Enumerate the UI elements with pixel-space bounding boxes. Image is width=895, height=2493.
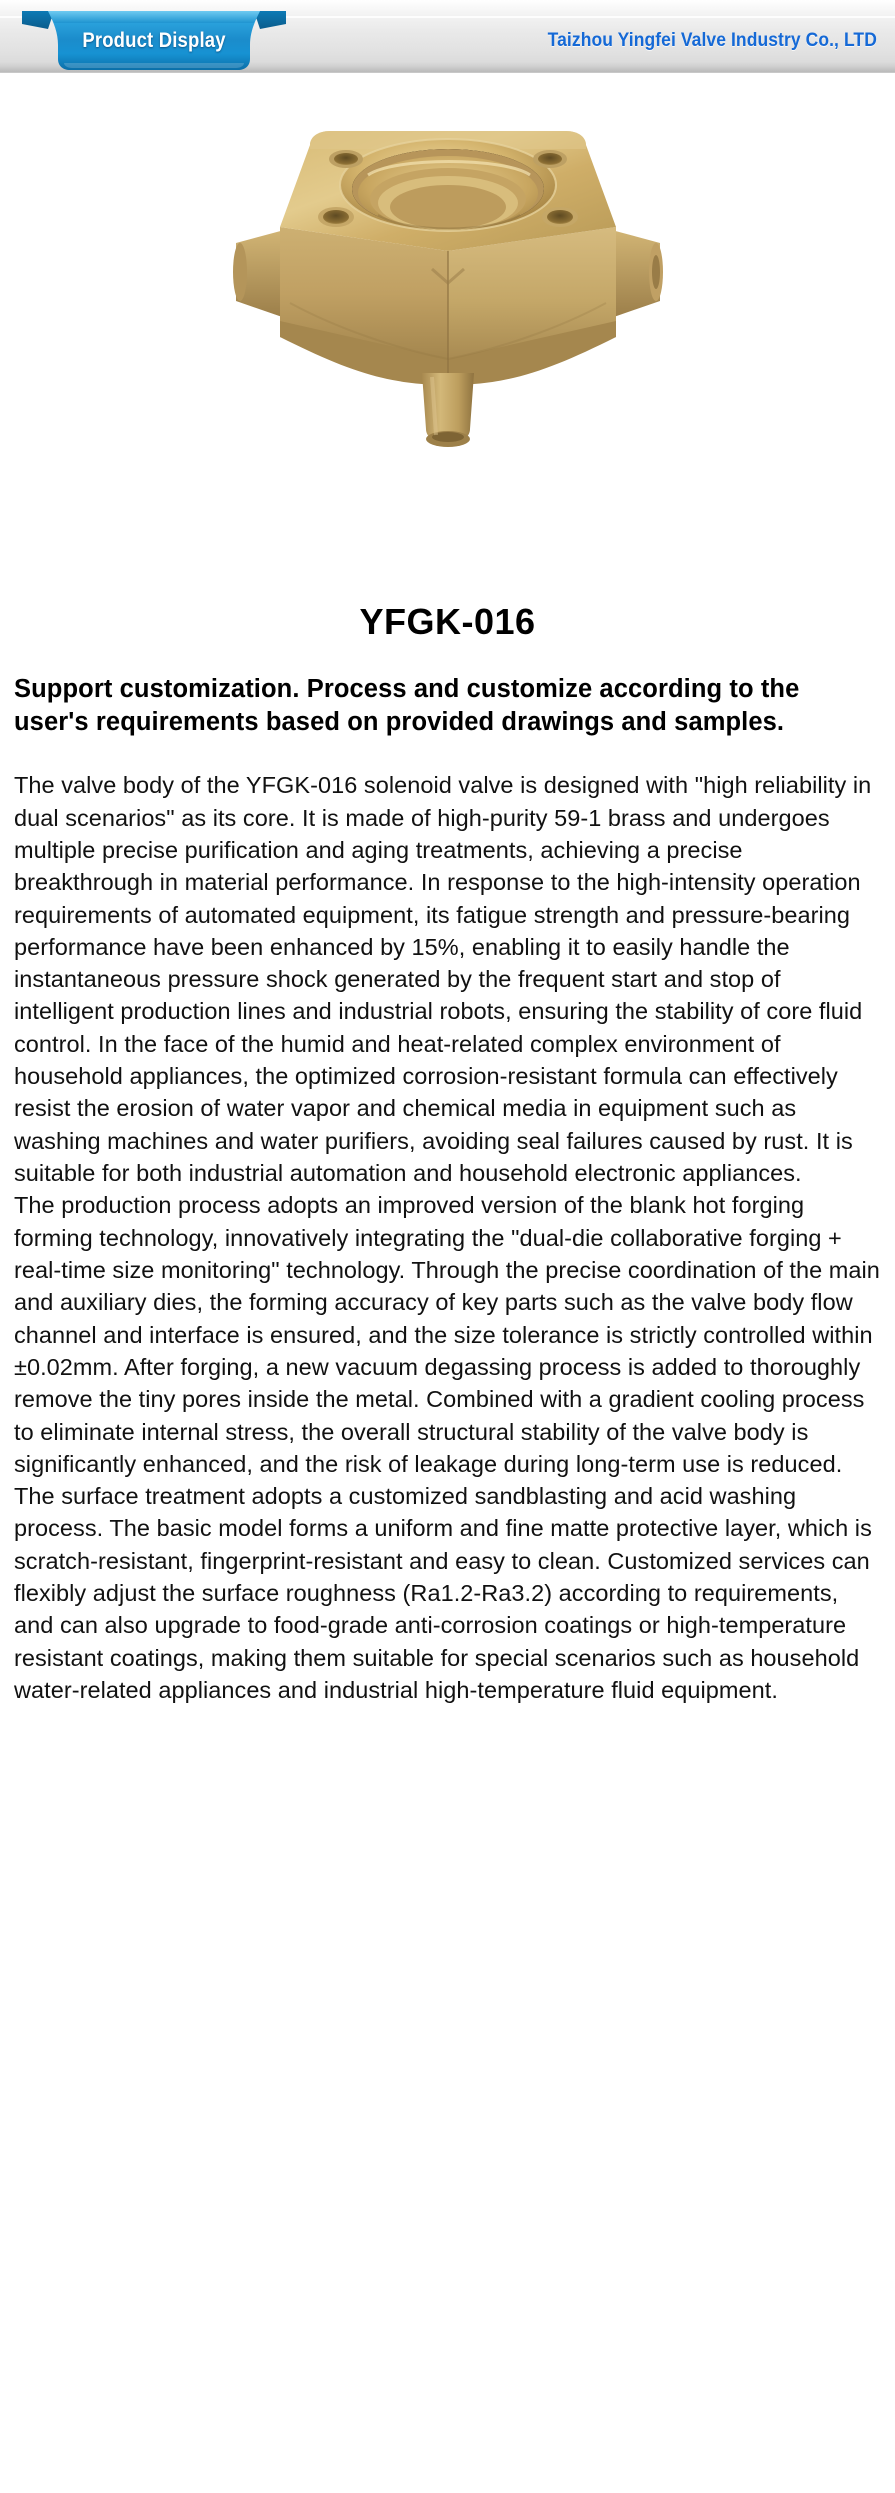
product-content — [0, 601, 895, 1722]
product-subtitle: Support customization. Process and customize according to the user's requirements based on provided drawings and samples. — [14, 675, 800, 737]
product-image — [0, 73, 895, 553]
ribbon-label: Product Display — [82, 29, 226, 52]
product-display-ribbon[interactable] — [18, 7, 290, 73]
description-paragraph-2: The production process adopts an improved version of the blank hot forging forming technology, innovatively integrating the "dual-die collaborative forging + real-time size monitoring" technology. Through the precise coordination of the main and auxiliary dies, the forming accuracy of key parts such as the valve body flow channel and interface is ensured, and the size tolerance is strictly controlled within ±0.02mm. After forging, a new vacuum degassing process is added to thoroughly remove the tiny pores inside the metal. Combined with a gradient cooling process to eliminate internal stress, the overall structural stability of the valve body is significantly enhanced, and the risk of leakage during long-term use is reduced. — [14, 1192, 880, 1477]
description-paragraph-3: The surface treatment adopts a customized sandblasting and acid washing process. The basic model forms a uniform and fine matte protective layer, which is scratch-resistant, fingerprint-resistant and easy to clean. Customized services can flexibly adjust the surface roughness (Ra1.2-Ra3.2) according to requirements, and can also upgrade to food-grade anti-corrosion coatings or high-temperature resistant coatings, making them suitable for special scenarios such as household water-related appliances and industrial high-temperature fluid equipment. — [14, 1483, 872, 1704]
description-paragraph-1: The valve body of the YFGK-016 solenoid valve is designed with "high reliability in dual scenarios" as its core. It is made of high-purity 59-1 brass and undergoes multiple precise purification and aging treatments, achieving a precise breakthrough in material performance. In response to the high-intensity operation requirements of automated equipment, its fatigue strength and pressure-bearing performance have been enhanced by 15%, enabling it to easily handle the instantaneous pressure shock generated by the frequent start and stop of intelligent production lines and industrial robots, ensuring the stability of core fluid control. In the face of the humid and heat-related complex environment of household appliances, the optimized corrosion-resistant formula can effectively resist the erosion of water vapor and chemical media in equipment such as washing machines and water purifiers, avoiding seal failures caused by rust. It is suitable for both industrial automation and household electronic appliances. — [14, 772, 872, 1187]
page-header — [0, 0, 895, 73]
ribbon-shape-icon — [18, 7, 290, 73]
page-title: YFGK-016 — [359, 601, 536, 642]
company-name: Taizhou Yingfei Valve Industry Co., LTD — [547, 30, 877, 51]
product-description — [14, 769, 881, 1706]
brass-valve-body-photo — [218, 123, 678, 453]
